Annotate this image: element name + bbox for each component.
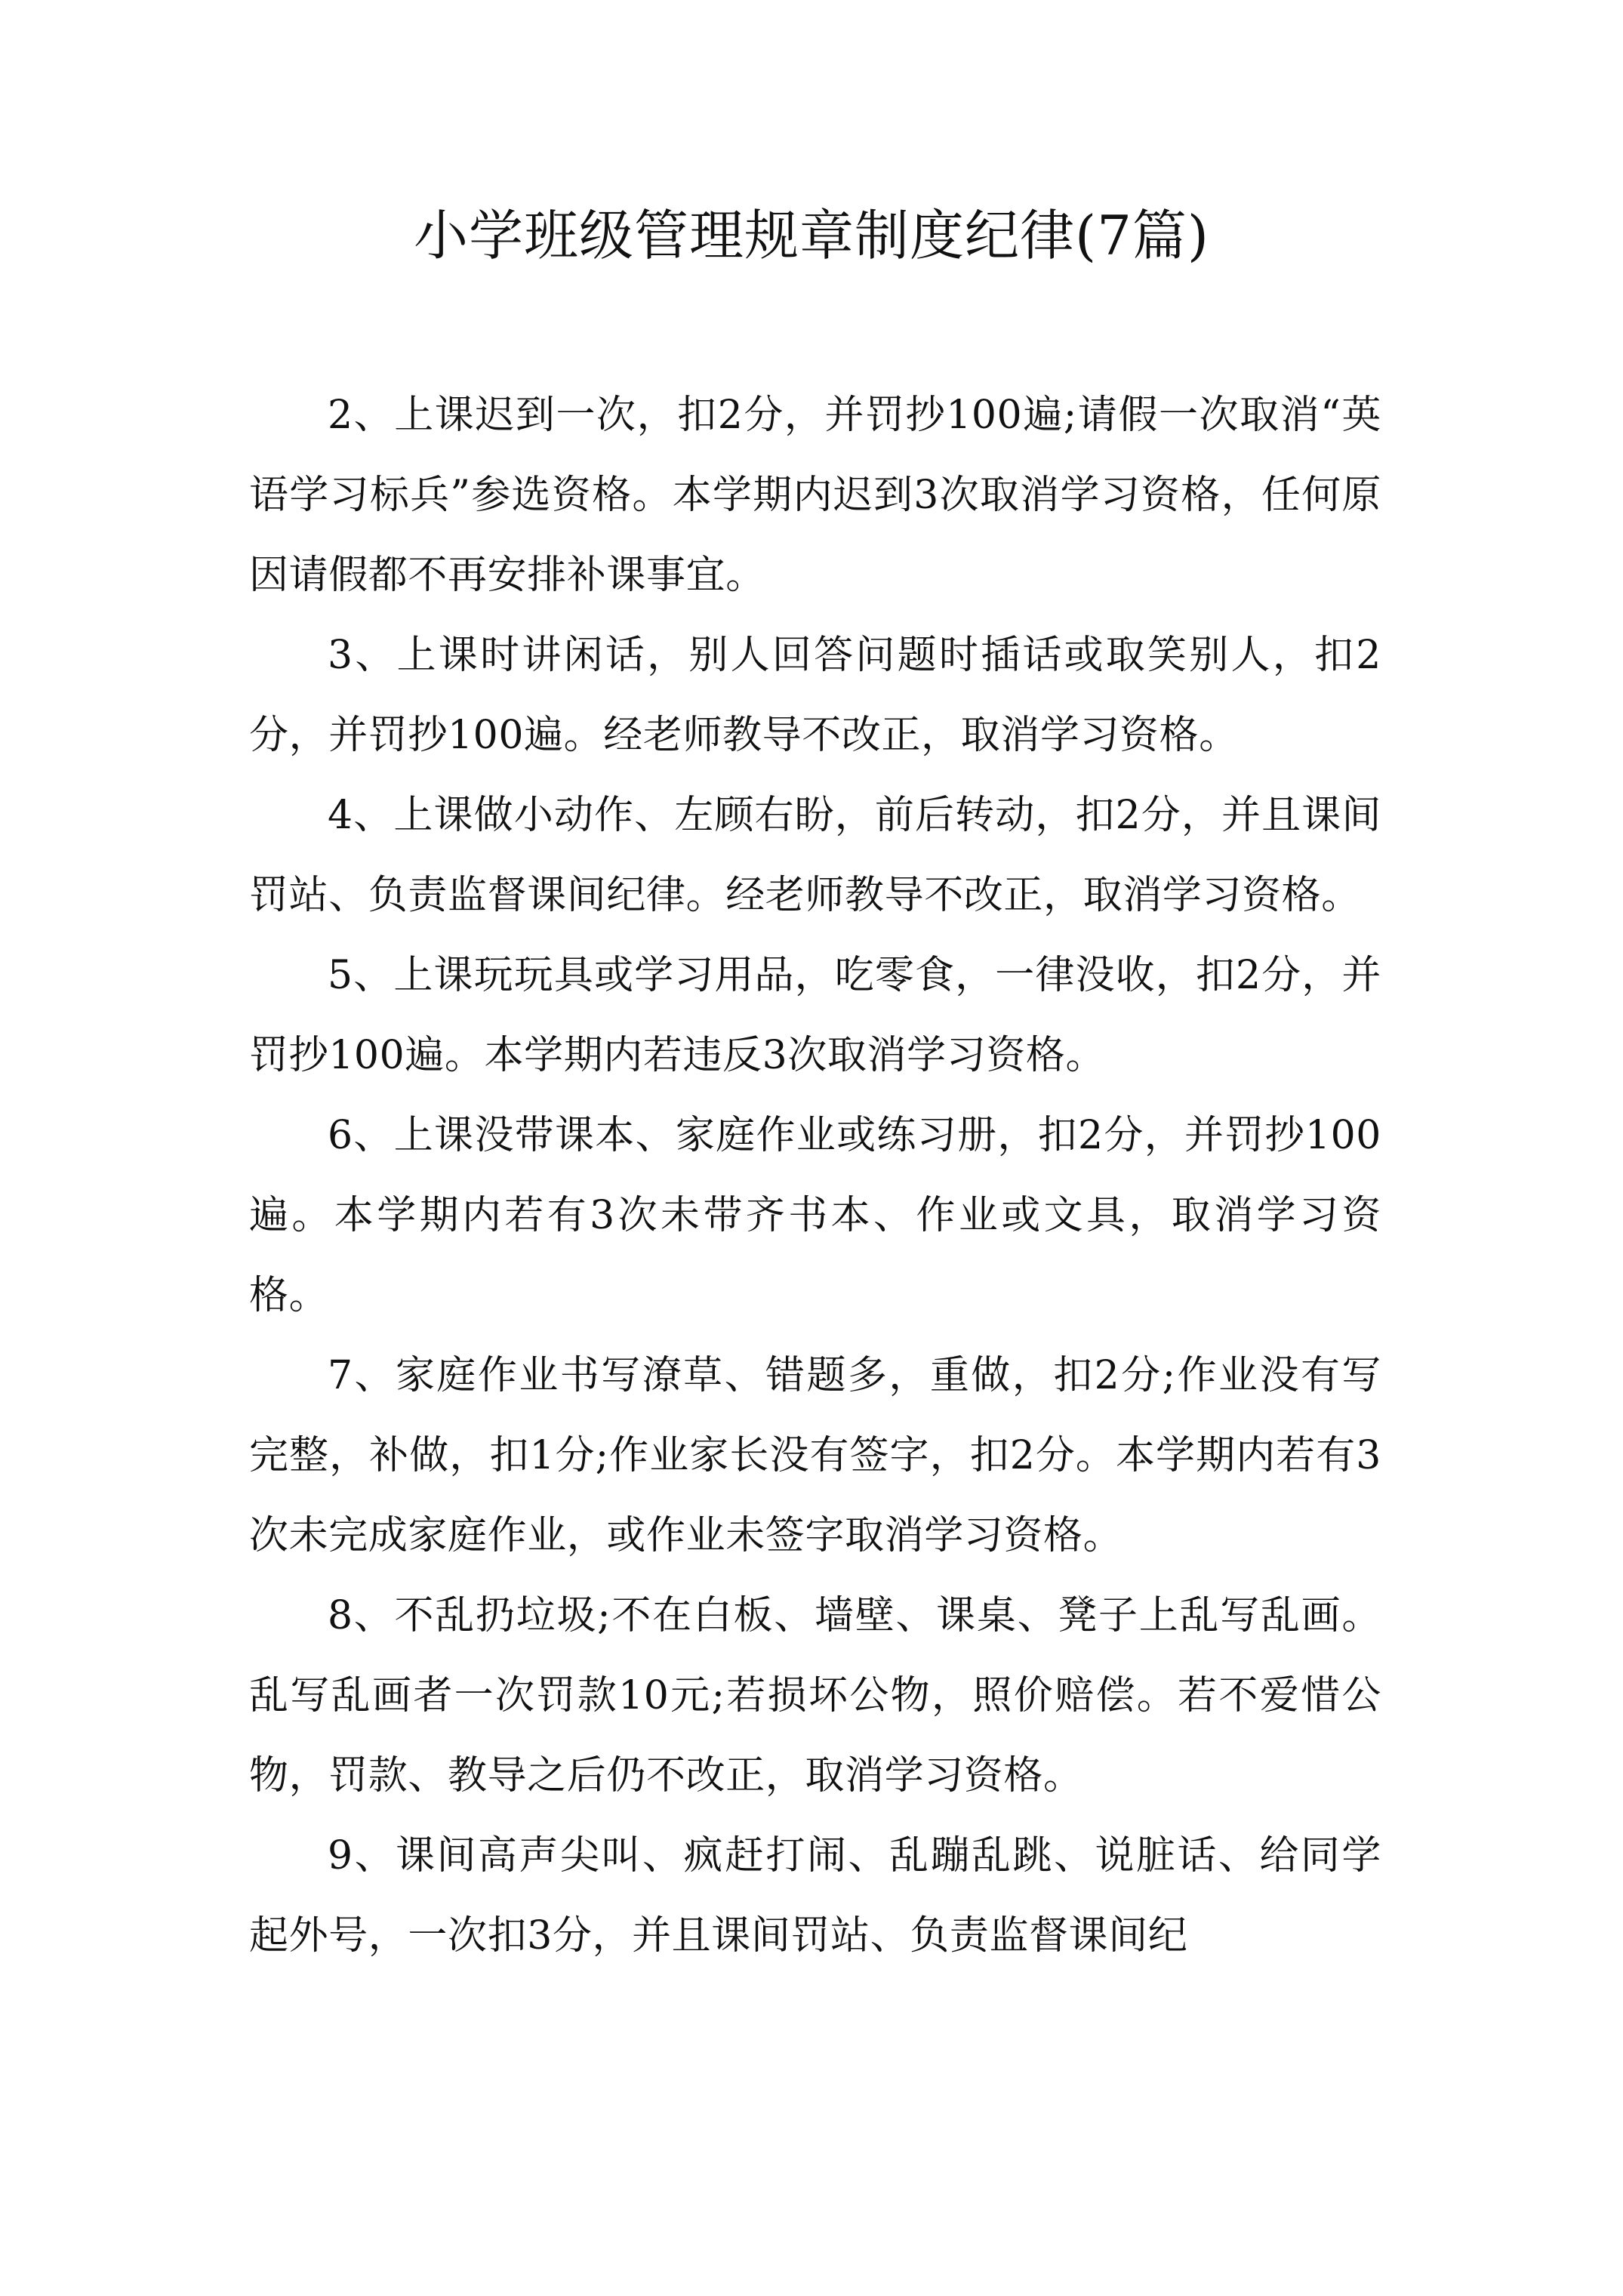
rule-paragraph-2: 2、上课迟到一次，扣2分，并罚抄100遍;请假一次取消“英语学习标兵”参选资格。本学期内迟到3次取消学习资格，任何原因请假都不再安排补课事宜。 <box>249 393 1381 598</box>
rule-paragraph-7: 7、家庭作业书写潦草、错题多，重做，扣2分;作业没有写完整，补做，扣1分;作业家长没有签字，扣2分。本学期内若有3次未完成家庭作业，或作业未签字取消学习资格。 <box>249 1353 1381 1558</box>
document-title: 小学班级管理规章制度纪律(7篇) <box>414 204 1209 267</box>
rule-paragraph-9: 9、课间高声尖叫、疯赶打闹、乱蹦乱跳、说脏话、给同学起外号，一次扣3分，并且课间罚站、负责监督课间纪 <box>249 1833 1381 1959</box>
rule-paragraph-4: 4、上课做小动作、左顾右盼，前后转动，扣2分，并且课间罚站、负责监督课间纪律。经老师教导不改正，取消学习资格。 <box>249 793 1381 918</box>
rule-paragraph-3: 3、上课时讲闲话，别人回答问题时插话或取笑别人，扣2分，并罚抄100遍。经老师教导不改正，取消学习资格。 <box>249 633 1381 758</box>
rule-paragraph-5: 5、上课玩玩具或学习用品，吃零食，一律没收，扣2分，并罚抄100遍。本学期内若违反3次取消学习资格。 <box>249 953 1381 1078</box>
document-body <box>249 375 1381 1976</box>
rule-paragraph-8: 8、不乱扔垃圾;不在白板、墙壁、课桌、凳子上乱写乱画。乱写乱画者一次罚款10元;若损坏公物，照价赔偿。若不爱惜公物，罚款、教导之后仍不改正，取消学习资格。 <box>249 1593 1381 1798</box>
rule-paragraph-6: 6、上课没带课本、家庭作业或练习册，扣2分，并罚抄100遍。本学期内若有3次未带齐书本、作业或文具，取消学习资格。 <box>249 1113 1381 1318</box>
